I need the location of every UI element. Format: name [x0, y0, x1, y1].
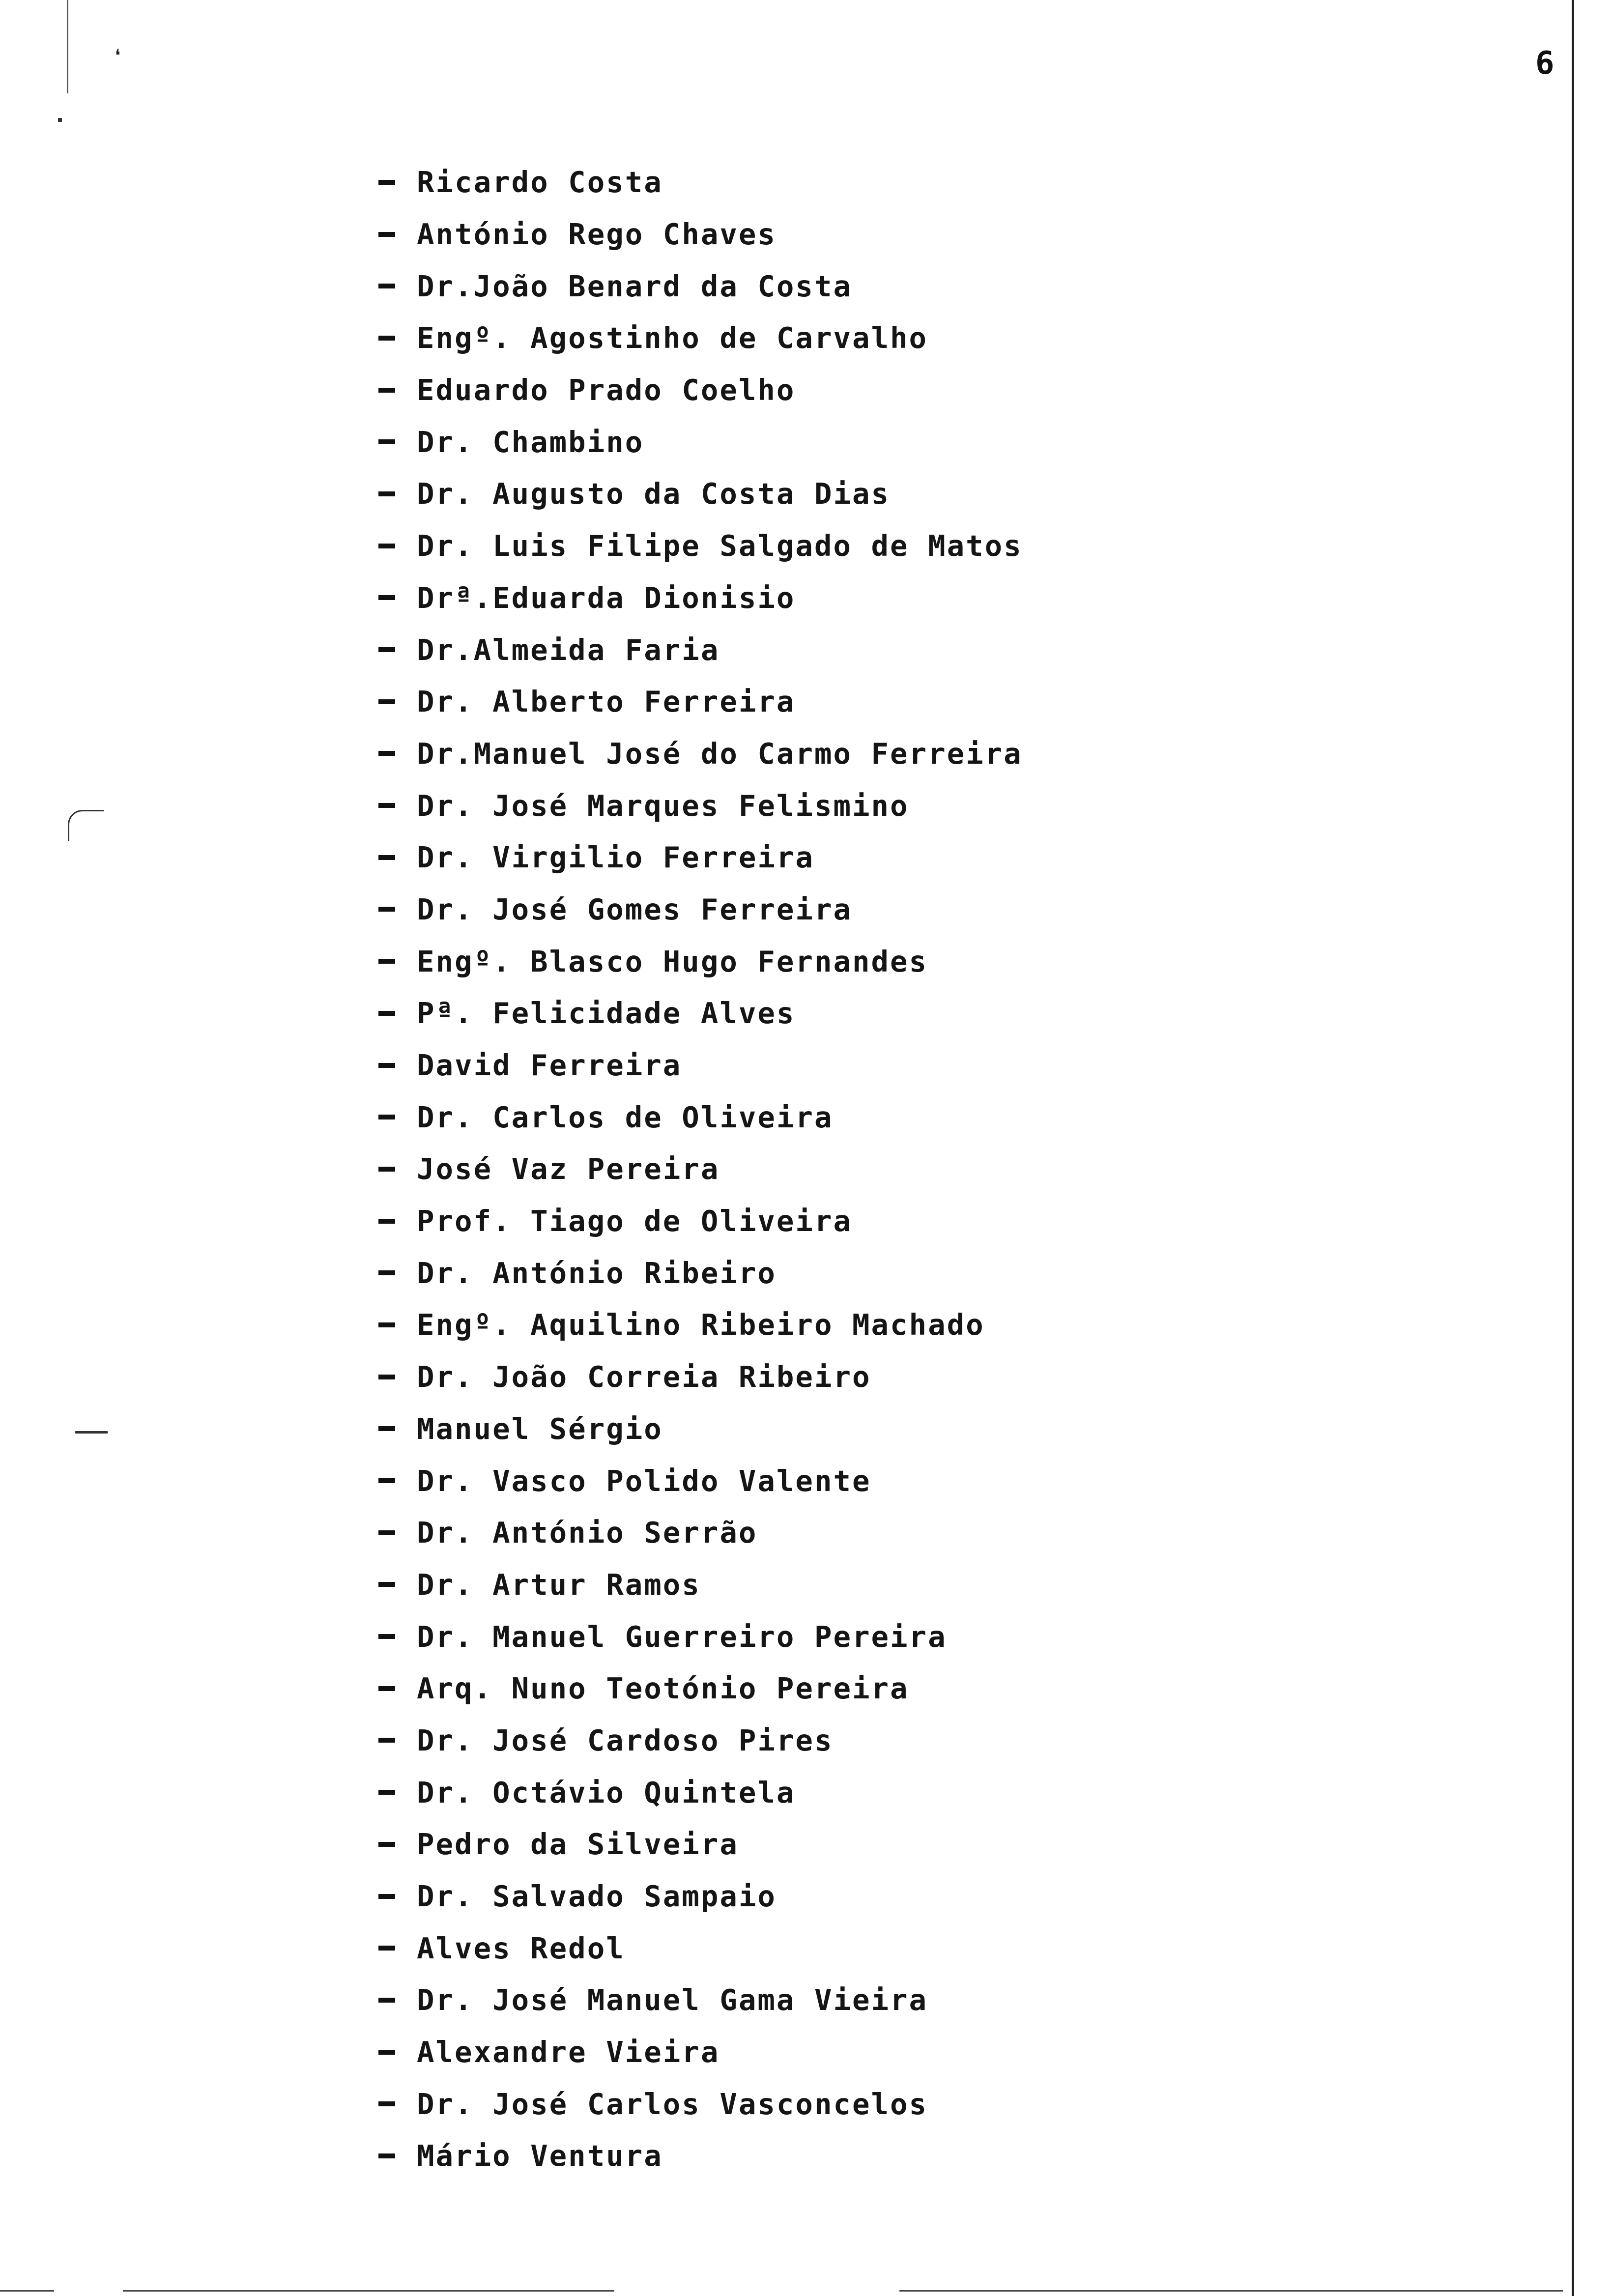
person-name: Prof. Tiago de Oliveira [417, 1204, 852, 1238]
list-item [378, 779, 1023, 832]
bullet-dash [378, 751, 395, 756]
bullet-dash [378, 232, 395, 237]
person-name: António Rego Chaves [417, 217, 777, 252]
person-name: Dr. Salvado Sampaio [417, 1879, 777, 1914]
person-name: Dr. Carlos de Oliveira [417, 1100, 834, 1134]
person-name: Dr. José Carlos Vasconcelos [417, 2087, 928, 2121]
person-name: David Ferreira [417, 1048, 682, 1083]
person-name: Dr. António Ribeiro [417, 1256, 777, 1290]
person-name: Dr.Manuel José do Carmo Ferreira [417, 736, 1023, 771]
list-item [378, 1766, 1023, 1818]
list-item [378, 728, 1023, 780]
list-item [378, 935, 1023, 987]
list-item [378, 1715, 1023, 1767]
bullet-dash [378, 388, 395, 393]
person-name: Manuel Sérgio [417, 1411, 663, 1446]
bullet-dash [378, 1270, 395, 1275]
list-item [378, 1610, 1023, 1663]
list-item [378, 312, 1023, 364]
person-name: Dr. José Marques Felismino [417, 788, 909, 823]
bullet-dash [378, 1167, 395, 1172]
list-item [378, 1663, 1023, 1715]
person-name: Dr. Alberto Ferreira [417, 685, 796, 719]
right-page-edge [1572, 0, 1574, 2296]
person-name: José Vaz Pereira [417, 1152, 720, 1186]
list-item [378, 1870, 1023, 1923]
bullet-dash [378, 1894, 395, 1899]
list-item [378, 1299, 1023, 1351]
bullet-dash [378, 1011, 395, 1016]
list-item [378, 624, 1023, 676]
bullet-dash [378, 1946, 395, 1951]
bullet-dash [378, 595, 395, 600]
bullet-dash [378, 544, 395, 548]
list-item [378, 1818, 1023, 1870]
bullet-dash [378, 1790, 395, 1795]
bullet-dash [378, 1842, 395, 1847]
bullet-dash [378, 1322, 395, 1327]
bullet-dash [378, 1686, 395, 1691]
person-name: Dr. Luis Filipe Salgado de Matos [417, 529, 1023, 563]
bullet-dash [378, 180, 395, 185]
person-name: Arq. Nuno Teotónio Pereira [417, 1671, 909, 1706]
name-list [378, 156, 1023, 2182]
person-name: Dr. João Correia Ribeiro [417, 1360, 871, 1394]
bullet-dash [378, 855, 395, 860]
person-name: Engº. Agostinho de Carvalho [417, 321, 928, 355]
person-name: Dr. Augusto da Costa Dias [417, 477, 891, 511]
person-name: Eduardo Prado Coelho [417, 373, 796, 407]
person-name: Dr. Octávio Quintela [417, 1775, 796, 1809]
list-item [378, 1351, 1023, 1403]
bottom-scan-line [0, 2290, 54, 2292]
list-item [378, 520, 1023, 572]
bullet-dash [378, 803, 395, 808]
person-name: Dr. Chambino [417, 425, 644, 459]
bullet-dash [378, 1219, 395, 1224]
list-item [378, 208, 1023, 260]
list-item [378, 1455, 1023, 1507]
list-item [378, 416, 1023, 468]
person-name: Pª. Felicidade Alves [417, 996, 796, 1031]
margin-dash-mark [75, 1431, 108, 1434]
margin-bracket-mark [68, 810, 104, 841]
bullet-dash [378, 647, 395, 652]
bullet-dash [378, 1063, 395, 1068]
bullet-dash [378, 1375, 395, 1379]
bullet-dash [378, 1738, 395, 1743]
bullet-dash [378, 1115, 395, 1119]
person-name: Dr. Virgilio Ferreira [417, 840, 814, 875]
list-item [378, 987, 1023, 1039]
bullet-dash [378, 699, 395, 704]
person-name: Dr.Almeida Faria [417, 632, 720, 667]
bullet-dash [378, 439, 395, 444]
list-item [378, 1507, 1023, 1559]
bullet-dash [378, 1582, 395, 1587]
person-name: Dr. Manuel Guerreiro Pereira [417, 1619, 947, 1654]
list-item [378, 884, 1023, 936]
person-name: Dr. José Manuel Gama Vieira [417, 1983, 928, 2017]
margin-speck [58, 118, 62, 122]
list-item [378, 1559, 1023, 1611]
bottom-scan-line [123, 2290, 614, 2292]
person-name: Engº. Blasco Hugo Fernandes [417, 944, 928, 978]
list-item [378, 1143, 1023, 1195]
list-item [378, 468, 1023, 520]
bullet-dash [378, 959, 395, 964]
list-item [378, 364, 1023, 416]
corner-glyph: ❛ [111, 44, 125, 71]
bullet-dash [378, 2153, 395, 2158]
list-item [378, 832, 1023, 884]
person-name: Dr. Artur Ramos [417, 1567, 701, 1602]
person-name: Alexandre Vieira [417, 2035, 720, 2069]
bullet-dash [378, 336, 395, 341]
bullet-dash [378, 1478, 395, 1483]
bullet-dash [378, 907, 395, 912]
bullet-dash [378, 1998, 395, 2003]
person-name: Mário Ventura [417, 2139, 663, 2173]
bullet-dash [378, 2050, 395, 2055]
person-name: Dr. José Gomes Ferreira [417, 892, 852, 926]
left-page-edge [67, 0, 68, 93]
bullet-dash [378, 2101, 395, 2106]
list-item [378, 676, 1023, 728]
person-name: Dr. Vasco Polido Valente [417, 1464, 871, 1498]
list-item [378, 1091, 1023, 1143]
bullet-dash [378, 1426, 395, 1431]
person-name: Dr. José Cardoso Pires [417, 1723, 834, 1757]
person-name: Alves Redol [417, 1931, 625, 1965]
list-item [378, 1039, 1023, 1091]
page-number: 6 [1535, 45, 1554, 82]
person-name: Drª.Eduarda Dionisio [417, 580, 796, 615]
bottom-scan-line [899, 2290, 1563, 2292]
person-name: Dr. António Serrão [417, 1516, 758, 1550]
bullet-dash [378, 284, 395, 288]
list-item [378, 1974, 1023, 2026]
bullet-dash [378, 1634, 395, 1639]
list-item [378, 1403, 1023, 1455]
list-item [378, 260, 1023, 312]
bullet-dash [378, 1530, 395, 1535]
list-item [378, 2026, 1023, 2078]
list-item [378, 2130, 1023, 2182]
bullet-dash [378, 491, 395, 496]
list-item [378, 572, 1023, 624]
list-item [378, 156, 1023, 208]
list-item [378, 1195, 1023, 1247]
person-name: Engº. Aquilino Ribeiro Machado [417, 1308, 985, 1342]
person-name: Pedro da Silveira [417, 1827, 739, 1862]
person-name: Ricardo Costa [417, 165, 663, 200]
person-name: Dr.João Benard da Costa [417, 269, 852, 303]
list-item [378, 2078, 1023, 2130]
list-item [378, 1247, 1023, 1299]
list-item [378, 1922, 1023, 1974]
